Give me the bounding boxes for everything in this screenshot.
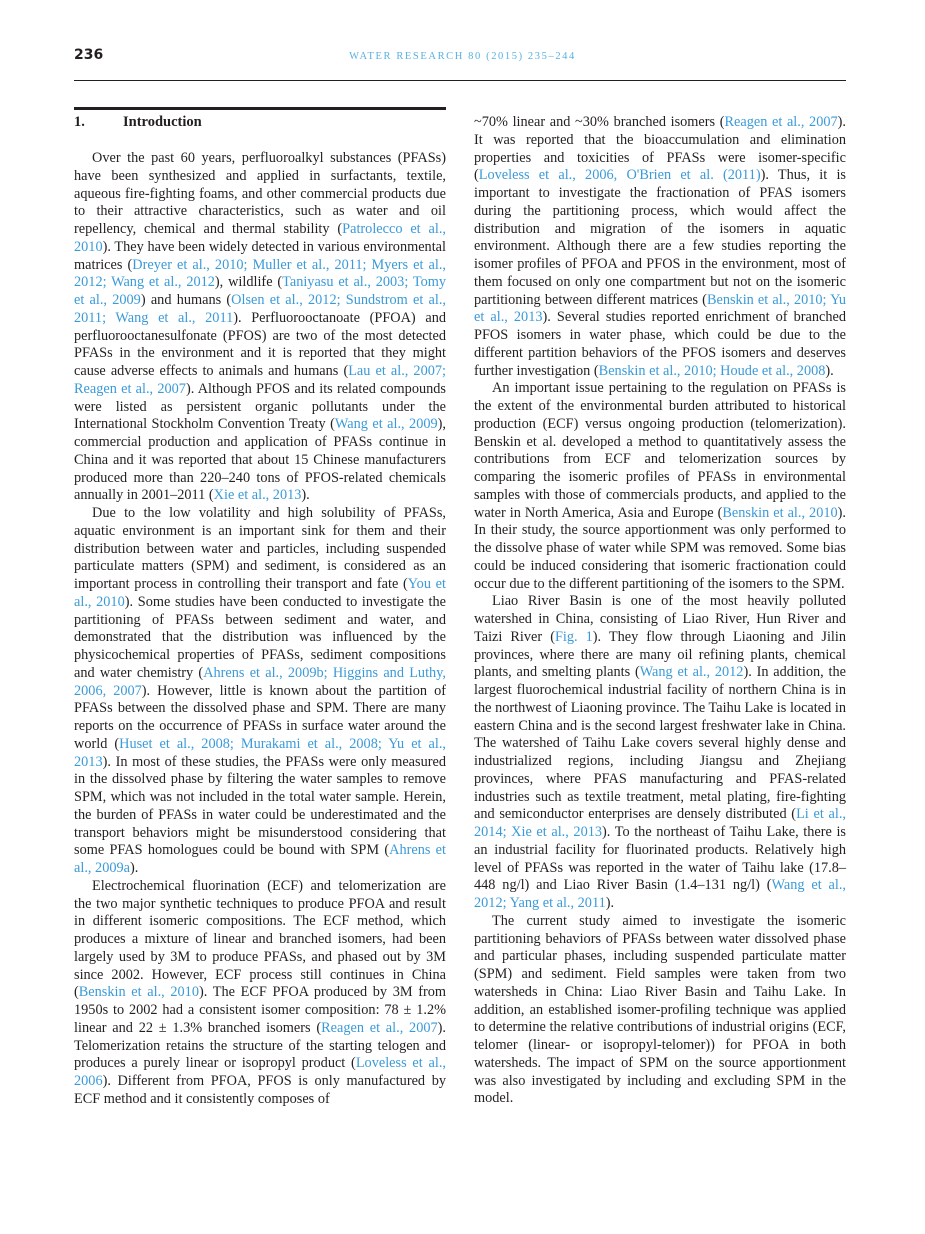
citation-link[interactable]: Ahrens et al., 2009b; Higgins and Luthy, 2006, 2007 [74, 664, 446, 699]
body-text: ). Thus, it is important to investigate the fractionation of PFAS isomers during the partitioning process, which would affect the distribution and migration of the isomers in aquatic environment. Although there are a few studies reporting the isomer profiles of PFOA and PFOS in the environment, most of them focused on only one compartment but not on the isomeric partitioning between different matrices ( [474, 167, 846, 308]
citation-link[interactable]: Benskin et al., 2010; Yu et al., 2013 [474, 291, 846, 326]
body-text: ). Although PFOS and its related compounds were listed as persistent organic pollutants under the International Stockholm Convention Treaty ( [74, 380, 446, 433]
citation-link[interactable]: Benskin et al., 2010 [722, 504, 838, 521]
body-text: ) and humans ( [140, 292, 232, 308]
body-text: The current study aimed to investigate the isomeric partitioning behaviors of PFASs between water dissolved phase and particular phases, including suspended particulate matter (SPM) and sediment. Field samples were taken from two watersheds in China: Liao River Basin and Taihu Lake. In addition, an established isomer-profiling technique was applied to determine the relative contributions of industrial origins (ECF, telomer (linear- or isopropyl-telomer)) for PFOA in both watersheds. The impact of SPM on the source apportionment was also investigated by including and excluding SPM in the model. [474, 912, 846, 1107]
citation-link[interactable]: Benskin et al., 2010 [78, 984, 199, 1001]
body-text: ), commercial production and application of PFASs continue in China and it was reported that about 15 Chinese manufacturers produced more than 220–240 tons of PFOS-related chemicals annually in 2001–2011 ( [74, 416, 446, 504]
citation-link[interactable]: Xie et al., 2013 [213, 487, 302, 504]
body-text: ). They flow through Liaoning and Jilin provinces, where there are many oil refining plants, chemical plants, and smelting plants ( [474, 628, 847, 681]
citation-link[interactable]: Dreyer et al., 2010; Muller et al., 2011; Myers et al., 2012; Wang et al., 2012 [74, 256, 447, 291]
body-text: ). In their study, the source apportionment was only performed to the dissolve phase of water while SPM was removed. Some bias could be induced considering that isomeric fractionation could occur due to the different partitioning of the isomers to the SPM. [474, 504, 846, 592]
paragraph [74, 505, 446, 878]
citation-link[interactable]: Loveless et al., 2006, O'Brien et al. (2011) [478, 167, 761, 184]
citation-link[interactable]: Ahrens et al., 2009a [74, 842, 447, 876]
citation-link[interactable]: Reagen et al., 2007 [321, 1019, 438, 1036]
body-text: An important issue pertaining to the regulation on PFASs is the extent of the environmental burden attributed to historical production (ECF) versus ongoing production (telomerization). Benskin et al. developed a method to quantitatively assess the contributions from ECF and telomerization sources by comparing the isomeric profiles of PFASs in environmental samples with those of commercials products, and applied to the water in North America, Asia and Europe ( [474, 380, 846, 521]
body-text: ). Different from PFOA, PFOS is only manufactured by ECF method and it consistently composes of [74, 1073, 446, 1107]
body-text: ). [301, 487, 310, 504]
citation-link[interactable]: Li et al., 2014; Xie et al., 2013 [474, 806, 846, 840]
right-column [474, 114, 846, 1108]
citation-link[interactable]: Reagen et al., 2007 [724, 114, 838, 130]
body-text: Liao River Basin is one of the most heavily polluted watershed in China, consisting of Liao River, Hun River and Taizi River ( [474, 593, 846, 645]
body-text: ). To the northeast of Taihu Lake, there is an industrial facility for fluorinated products. Relatively high level of PFASs was reported in the water of Taihu lake (17.8–448 ng/l) and Liao River Basin (1.4–131 ng/l) ( [474, 824, 846, 894]
section-rule [74, 107, 446, 110]
citation-link[interactable]: Fig. 1 [554, 628, 593, 645]
citation-link[interactable]: Huset et al., 2008; Murakami et al., 2008; Yu et al., 2013 [74, 735, 446, 770]
paragraph [474, 114, 846, 380]
paragraph [474, 380, 846, 593]
body-text: ). It was reported that the bioaccumulation and elimination properties and toxicities of PFASs were isomer-specific ( [474, 114, 846, 184]
citation-link[interactable]: Olsen et al., 2012; Sundstrom et al., 2011; Wang et al., 2011 [74, 292, 446, 326]
paragraph [74, 878, 446, 1109]
section-number: 1. [74, 114, 85, 130]
citation-link[interactable]: You et al., 2010 [74, 576, 446, 610]
body-text: ). [605, 895, 615, 911]
body-text: ~70% linear and ~30% branched isomers ( [474, 114, 725, 130]
body-text: ). Telomerization retains the structure of the starting telogen and produces a purely linear or isopropyl product ( [74, 1019, 446, 1072]
citation-link[interactable]: Loveless et al., 2006 [74, 1055, 446, 1089]
paragraph [74, 150, 446, 505]
body-text: Due to the low volatility and high solubility of PFASs, aquatic environment is an important sink for them and their distribution between water and particles, including suspended particulate matters (SPM) and sediment, is considered as an important process in controlling their transport and fate ( [74, 505, 446, 592]
left-column [74, 150, 446, 1109]
citation-link[interactable]: Taniyasu et al., 2003; Tomy et al., 2009 [74, 274, 446, 308]
body-text: ). [825, 362, 834, 379]
section-title: Introduction [123, 114, 202, 130]
page-number: 236 [74, 47, 104, 63]
citation-link[interactable]: Wang et al., 2012; Yang et al., 2011 [474, 877, 846, 911]
body-text: ). They have been widely detected in various environmental matrices ( [74, 238, 446, 273]
header-rule [74, 80, 846, 81]
body-text: ). Some studies have been conducted to investigate the partitioning of PFASs between sediment and water, and demonstrated that the distribution was influenced by the physicochemical properties of PFASs, sediment compositions and water chemistry ( [74, 593, 446, 681]
body-text: ). Perfluorooctanoate (PFOA) and perfluorooctanesulfonate (PFOS) are two of the most detected PFASs in the environment and it is reported that they might cause adverse effects to animals and humans ( [74, 309, 446, 379]
body-text: ). In addition, the largest fluorochemical industrial facility of northern China is in the northwest of Liaoning province. The Taihu Lake is located in eastern China and is the second largest freshwater lake in China. The watershed of Taihu Lake covers several highly dense and industrialized regions, including Jiangsu and Zhejiang provinces, where PFAS manufacturing and PFAS-related industries such as textile treatment, metal plating, fire-fighting and semiconductor enterprises are densely distributed ( [474, 664, 846, 823]
section-heading [74, 114, 202, 131]
journal-running-header: WATER RESEARCH 80 (2015) 235–244 [349, 51, 576, 62]
citation-link[interactable]: Wang et al., 2012 [639, 664, 744, 681]
body-text: ). The ECF PFOA produced by 3M from 1950s to 2002 had a consistent isomer composition: 78 ± 1.2% linear and 22 ± 1.3% branched isomers ( [74, 984, 447, 1036]
body-text: ). However, little is known about the partition of PFASs between the dissolved phase and SPM. There are many reports on the occurrence of PFASs in surface water around the world ( [74, 682, 446, 752]
citation-link[interactable]: Lau et al., 2007; Reagen et al., 2007 [74, 363, 446, 397]
body-text: ). In most of these studies, the PFASs were only measured in the dissolved phase by filtering the water samples to remove SPM, which was not included in the total water sample. Herein, the burden of PFASs in water could be underestimated and the transport behaviors might be misunderstood considering that some PFAS homologues could be bound with SPM ( [74, 753, 446, 859]
citation-link[interactable]: Benskin et al., 2010; Houde et al., 2008 [598, 362, 826, 379]
paragraph [474, 913, 846, 1108]
body-text: Over the past 60 years, perfluoroalkyl substances (PFASs) have been synthesized and applied in surfactants, textile, aqueous fire-fighting foams, and other commercial products due to their attractive characteristics, such as water and oil repellency, chemical and thermal stability ( [74, 150, 446, 237]
body-text: ), wildlife ( [214, 274, 283, 291]
citation-link[interactable]: Patrolecco et al., 2010 [74, 221, 446, 255]
body-text: ). [129, 860, 139, 876]
body-text: Electrochemical fluorination (ECF) and telomerization are the two major synthetic techniques to produce PFOA and result in different isomeric compositions. The ECF method, which produces a mixture of linear and branched isomers, had been largely used by 3M to produce PFASs, and phased out by 3M since 2002. However, ECF process still continues in China ( [74, 877, 446, 1001]
body-text: ). Several studies reported enrichment of branched PFOS isomers in water phase, which could be due to the different partition behaviors of the PFOS isomers and deserves further investigation ( [474, 309, 846, 379]
paragraph [474, 593, 846, 913]
citation-link[interactable]: Wang et al., 2009 [334, 416, 438, 433]
